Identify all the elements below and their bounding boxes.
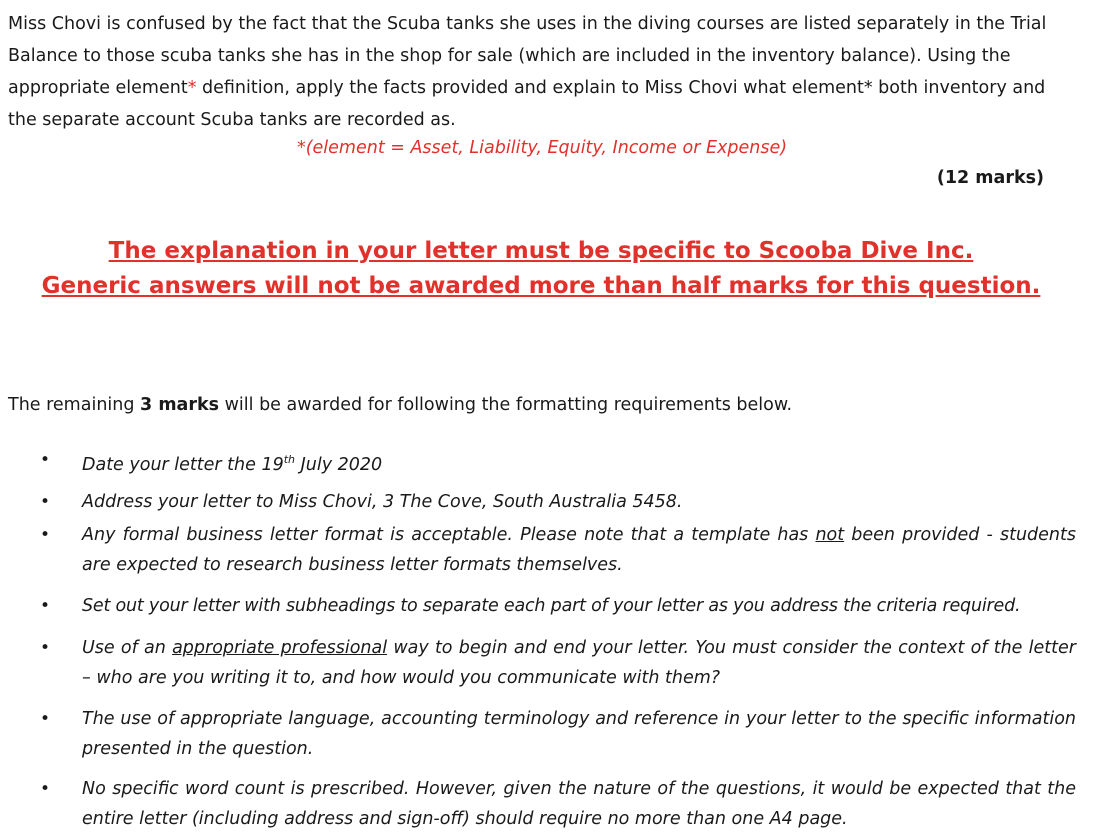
requirement-text: Address your letter to Miss Chovi, 3 The Cove, South Australia 5458. bbox=[82, 492, 683, 512]
bullet-icon: • bbox=[40, 492, 51, 512]
bullet-icon: • bbox=[40, 709, 51, 729]
marks-label: (12 marks) bbox=[936, 168, 1044, 188]
r1-after: July 2020 bbox=[295, 454, 383, 475]
question-intro bbox=[8, 8, 1078, 136]
r5-after: way to begin and end your letter. You must consider the context of the letter – who are you writing it to, and how would you communicate with them? bbox=[82, 638, 1076, 688]
element-definition-note: *(element = Asset, Liability, Equity, Income or Expense) bbox=[296, 138, 788, 158]
element-asterisk: * bbox=[187, 78, 197, 98]
requirement-text: No specific word count is prescribed. However, given the nature of the questions, it would be expected that the entire letter (including address and sign-off) should require no more than one A4 page. bbox=[82, 779, 1076, 829]
r5-underlined: appropriate professional bbox=[172, 638, 388, 658]
requirement-text bbox=[82, 520, 1076, 580]
requirement-text: Set out your letter with subheadings to separate each part of your letter as you address the criteria required. bbox=[82, 596, 1021, 616]
remaining-marks-count: 3 marks bbox=[140, 395, 220, 415]
bullet-icon: • bbox=[40, 450, 51, 470]
remaining-after: will be awarded for following the formatting requirements below. bbox=[219, 395, 793, 415]
bullet-icon: • bbox=[40, 596, 51, 616]
warning-line-1: The explanation in your letter must be specific to Scooba Dive Inc. bbox=[108, 238, 974, 264]
bullet-icon: • bbox=[40, 525, 51, 545]
requirement-text bbox=[82, 633, 1076, 693]
warning-notice bbox=[0, 234, 1082, 304]
r3-before: Any formal business letter format is acceptable. Please note that a template has bbox=[82, 525, 816, 545]
bullet-icon: • bbox=[40, 779, 51, 799]
bullet-icon: • bbox=[40, 638, 51, 658]
r1-before: Date your letter the 19 bbox=[82, 454, 284, 475]
requirement-text bbox=[82, 445, 1076, 480]
remaining-before: The remaining bbox=[8, 395, 141, 415]
intro-text-part1: Miss Chovi is confused by the fact that the Scuba tanks she uses in the diving courses are listed separately in the Trial Balance to those scuba tanks she has in the shop for sale (which are included in the inventory balance). Using the appropriate element bbox=[8, 14, 1047, 98]
requirement-text: The use of appropriate language, accounting terminology and reference in your letter to the specific information presented in the question. bbox=[82, 709, 1076, 759]
intro-text-part2: definition, apply the facts provided and explain to Miss Chovi what element* both inventory and the separate account Scuba tanks are recorded as. bbox=[8, 78, 1046, 130]
r1-superscript: th bbox=[283, 453, 296, 466]
remaining-marks-text bbox=[8, 395, 792, 415]
r3-after: been provided - students are expected to research business letter formats themselves. bbox=[82, 525, 1076, 575]
warning-line-2: Generic answers will not be awarded more than half marks for this question. bbox=[41, 273, 1041, 299]
r3-underlined: not bbox=[815, 525, 845, 545]
r5-before: Use of an bbox=[82, 638, 173, 658]
